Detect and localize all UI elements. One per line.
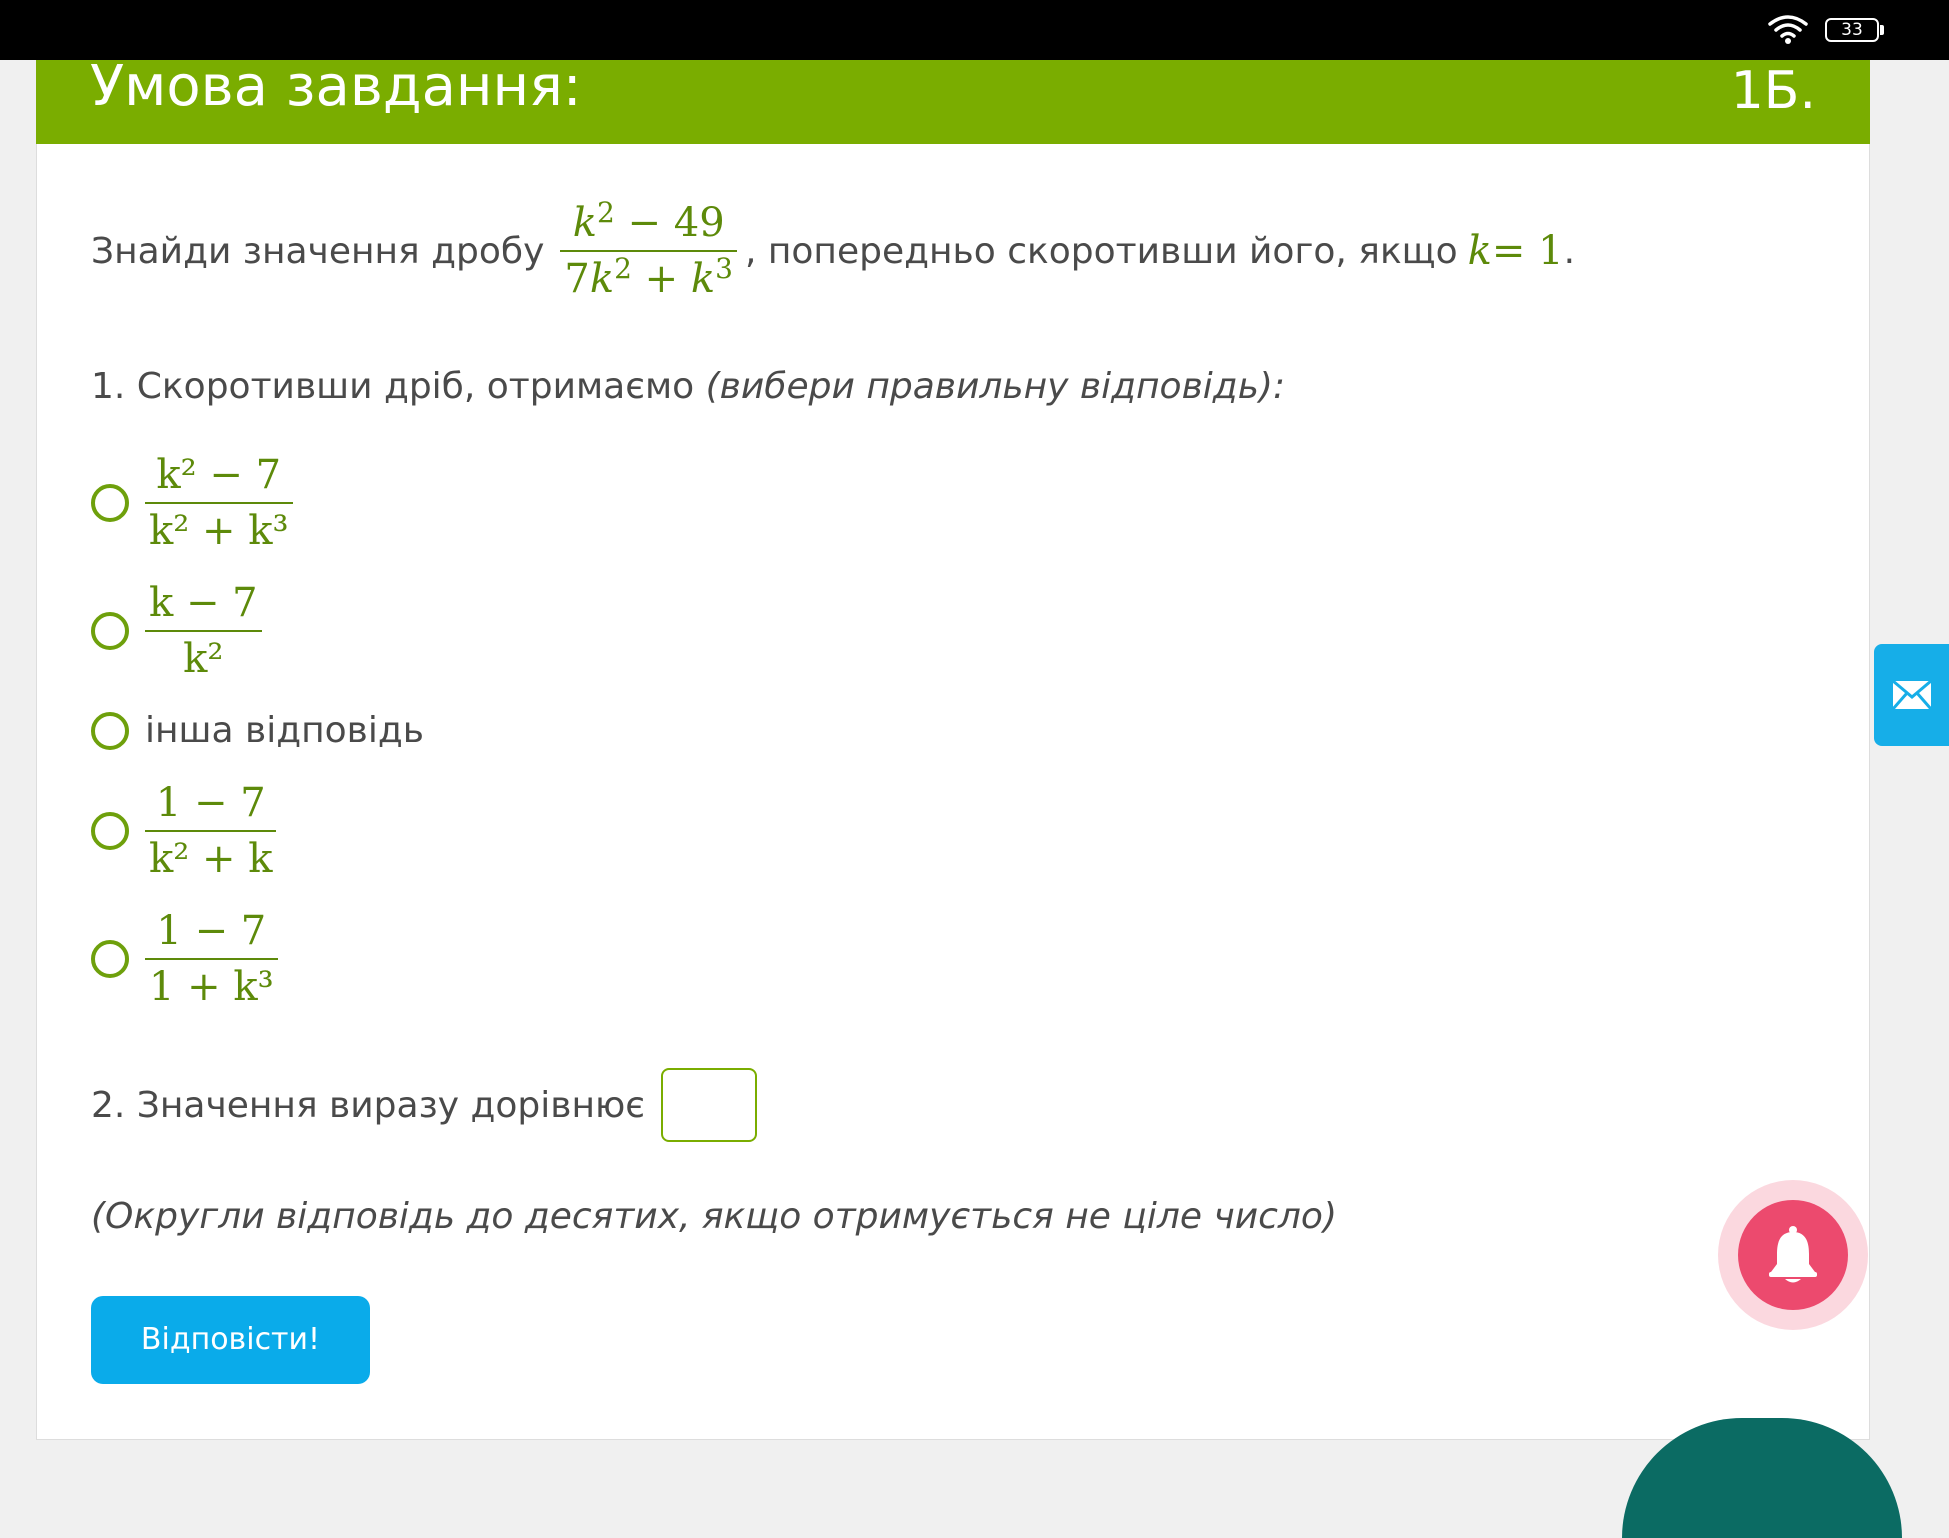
task-fraction xyxy=(560,196,737,306)
task-middle: , попередньо скоротивши його, якщо xyxy=(744,230,1458,272)
task-suffix: . xyxy=(1563,230,1576,272)
battery-icon: 33 xyxy=(1825,18,1879,42)
page-title: Умова завдання: xyxy=(90,54,582,119)
question1-text: 1. Скоротивши дріб, отримаємо xyxy=(91,366,695,407)
radio-button[interactable] xyxy=(91,484,129,522)
fraction-denominator: k² + k xyxy=(149,836,273,882)
question1-label xyxy=(91,366,1285,407)
status-bar xyxy=(0,0,1949,60)
points-badge: 1Б. xyxy=(1730,61,1816,121)
fraction-denominator: 1 + k³ xyxy=(149,964,274,1010)
task-header xyxy=(36,54,1870,144)
question2-label: 2. Значення виразу дорівнює xyxy=(91,1084,646,1126)
radio-button[interactable] xyxy=(91,612,129,650)
battery-nub xyxy=(1880,25,1884,35)
fraction-numerator: 1 − 7 xyxy=(156,908,267,954)
option-fraction xyxy=(145,776,276,886)
fraction-denominator: k² + k³ xyxy=(149,508,289,554)
submit-button[interactable]: Відповісти! xyxy=(91,1296,370,1384)
question2 xyxy=(91,1068,757,1142)
radio-button[interactable] xyxy=(91,940,129,978)
option-fraction xyxy=(145,904,278,1014)
question1-hint: (вибери правильну відповідь): xyxy=(705,366,1286,407)
mail-button[interactable] xyxy=(1874,644,1949,746)
option-label: інша відповідь xyxy=(145,710,424,751)
notification-button[interactable] xyxy=(1738,1200,1848,1310)
bell-icon xyxy=(1765,1224,1821,1286)
task-condition-var: k xyxy=(1467,228,1492,274)
task-prefix: Знайди значення дробу xyxy=(91,230,545,272)
radio-button[interactable] xyxy=(91,812,129,850)
fraction-numerator: k − 7 xyxy=(149,580,258,626)
option-1[interactable] xyxy=(91,448,293,558)
fraction-numerator: k² − 7 xyxy=(156,452,282,498)
radio-button[interactable] xyxy=(91,712,129,750)
mail-icon xyxy=(1892,680,1932,710)
task-condition-eq: = 1 xyxy=(1491,228,1564,274)
option-fraction xyxy=(145,448,293,558)
answer-input[interactable] xyxy=(661,1068,757,1142)
option-4[interactable] xyxy=(91,776,276,886)
fraction-numerator: 1 − 7 xyxy=(155,780,266,826)
fraction-denominator: $7k^2 + k^3$ xyxy=(564,252,733,302)
wifi-icon xyxy=(1768,14,1808,46)
fraction-denominator: k² xyxy=(183,636,224,682)
option-5[interactable] xyxy=(91,904,278,1014)
fraction-numerator: $k^2 - 49$ xyxy=(572,196,725,246)
option-fraction xyxy=(145,576,262,686)
task-statement xyxy=(91,196,1575,306)
option-3[interactable] xyxy=(91,710,424,751)
rounding-note: (Округли відповідь до десятих, якщо отримується не ціле число) xyxy=(91,1196,1337,1237)
option-2[interactable] xyxy=(91,576,262,686)
